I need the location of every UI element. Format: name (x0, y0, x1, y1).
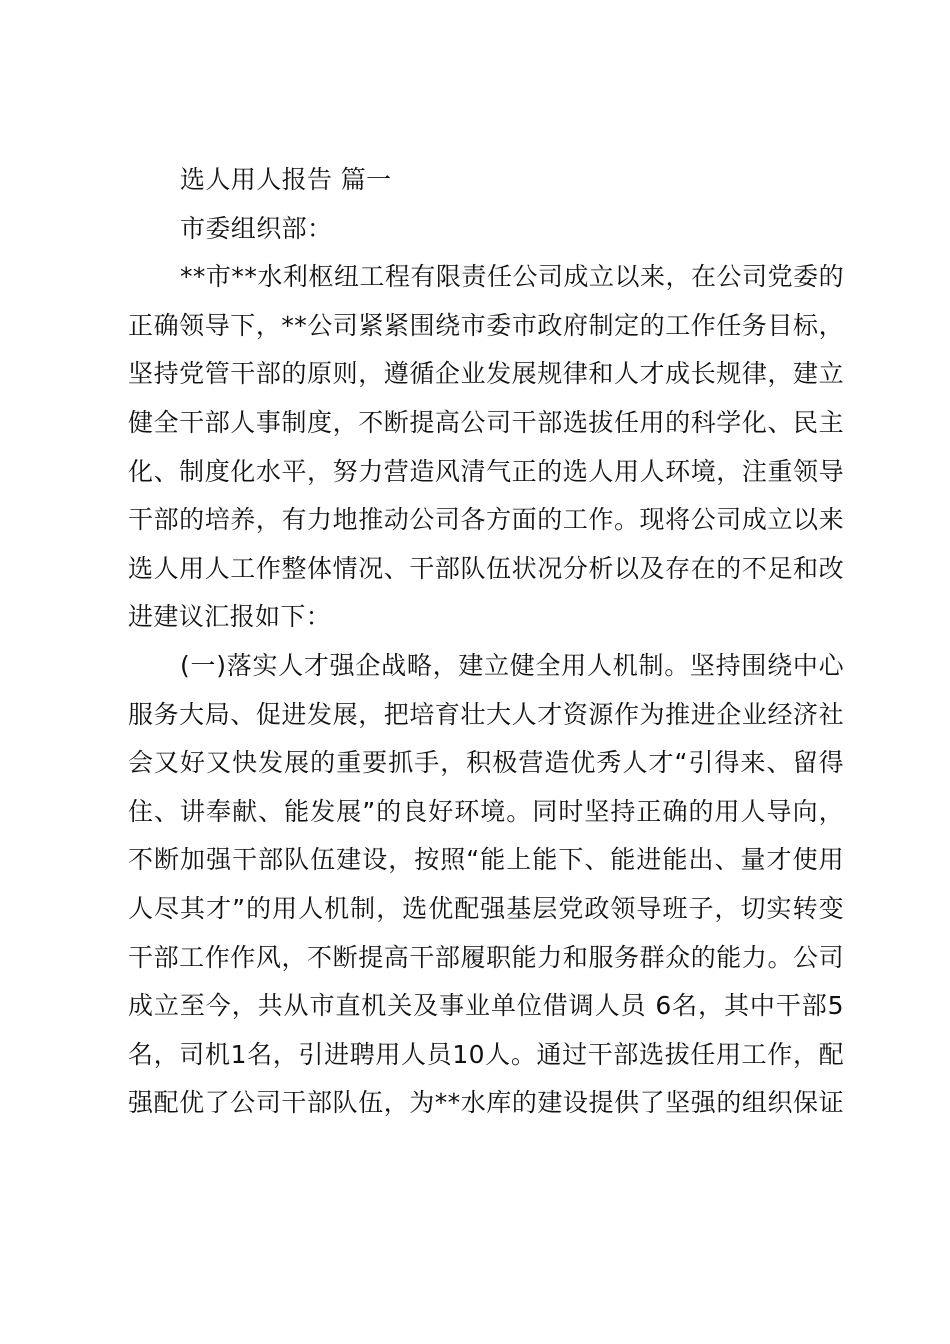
text-line: 成立至今，共从市直机关及事业单位借调人员 6名，其中干部5 (128, 991, 844, 1021)
document-title: 选人用人报告 篇一 (180, 165, 392, 194)
text-line: 进建议汇报如下： (128, 602, 332, 632)
text-line: 强配优了公司干部队伍，为**水库的建设提供了坚强的组织保证 (128, 1088, 844, 1118)
text-line: 干部的培养，有力地推动公司各方面的工作。现将公司成立以来 (128, 505, 844, 535)
text-line: 健全干部人事制度，不断提高公司干部选拔任用的科学化、民主 (128, 407, 844, 437)
text-line: (一)落实人才强企战略，建立健全用人机制。坚持围绕中心 (180, 650, 844, 680)
text-line: 服务大局、促进发展，把培育壮大人才资源作为推进企业经济社 (128, 699, 844, 729)
text-line: 正确领导下，**公司紧紧围绕市委市政府制定的工作任务目标， (128, 310, 844, 340)
text-line: 名，司机1名，引进聘用人员10人。通过干部选拔任用工作，配 (128, 1039, 844, 1069)
text-line: 选人用人工作整体情况、干部队伍状况分析以及存在的不足和改 (128, 553, 844, 583)
text-line: 坚持党管干部的原则，遵循企业发展规律和人才成长规律，建立 (128, 359, 844, 389)
text-line: **市**水利枢纽工程有限责任公司成立以来，在公司党委的 (180, 262, 844, 292)
text-line: 会又好又快发展的重要抓手，积极营造优秀人才“引得来、留得 (128, 748, 844, 778)
salutation: 市委组织部： (180, 213, 333, 243)
text-line: 不断加强干部队伍建设，按照“能上能下、能进能出、量才使用 (128, 845, 844, 875)
text-line: 干部工作作风，不断提高干部履职能力和服务群众的能力。公司 (128, 942, 844, 972)
text-line: 住、讲奉献、能发展”的良好环境。同时坚持正确的用人导向， (128, 796, 844, 826)
document-body (128, 156, 844, 1128)
text-line: 人尽其才”的用人机制，选优配强基层党政领导班子，切实转变 (128, 893, 844, 923)
text-line: 化、制度化水平，努力营造风清气正的选人用人环境，注重领导 (128, 456, 844, 486)
